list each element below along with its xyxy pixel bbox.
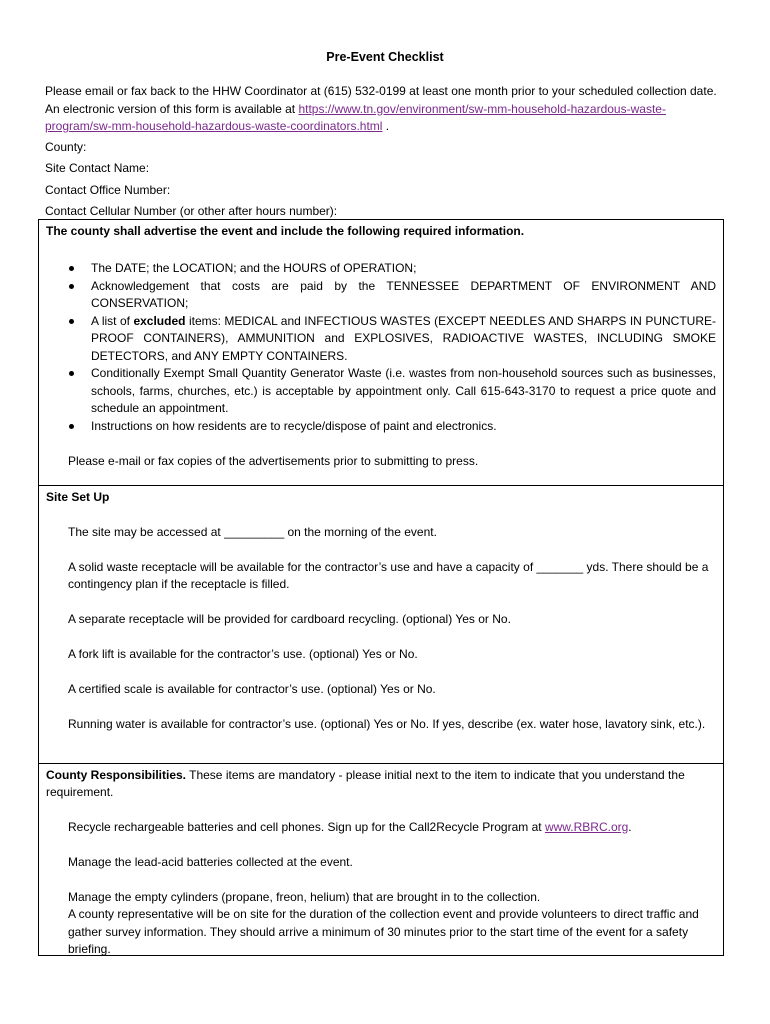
forklift-line[interactable]: A fork lift is available for the contractor’s use. (optional) Yes or No. <box>68 647 418 661</box>
hhw-coordinators-link[interactable]: https://www.tn.gov/environment/sw-mm-household-hazardous-waste-program/sw-mm-household-hazardous-waste-coordinators.html <box>45 101 666 133</box>
cylinders-line: Manage the empty cylinders (propane, freon, helium) that are brought in to the collection. <box>68 889 541 904</box>
bullet-icon <box>69 266 74 271</box>
bullet-item <box>91 365 716 418</box>
site-access-line[interactable]: The site may be accessed at _________ on the morning of the event. <box>68 524 437 539</box>
intro-text: Please email or fax back to the HHW Coordinator at (615) 532-0199 at least one month prior to your scheduled collection date. An electronic version of this form is available at <box>45 84 717 116</box>
water-line[interactable]: Running water is available for contractor’s use. (optional) Yes or No. If yes, describe (ex. water hose, lavatory sink, etc.). <box>68 717 706 731</box>
bullet-text: Conditionally Exempt Small Quantity Generator Waste (i.e. wastes from non-household sources such as businesses, schools, farms, churches, etc.) is acceptable by appointment only. Call 615-643-3170 to request a price quote and schedule an appointment. <box>91 366 716 415</box>
county-resp-heading-line <box>46 767 716 801</box>
cardboard-line[interactable]: A separate receptacle will be provided for cardboard recycling. (optional) Yes or No. <box>68 612 511 626</box>
bullet-text: The DATE; the LOCATION; and the HOURS of OPERATION; <box>91 261 417 275</box>
batteries-line <box>68 819 716 837</box>
contact-fields <box>45 139 720 224</box>
advertise-section <box>38 219 724 486</box>
county-resp-heading: County Responsibilities. <box>46 768 187 782</box>
office-number-field[interactable]: Contact Office Number: <box>45 182 171 197</box>
site-setup-section <box>38 485 724 764</box>
page-title: Pre-Event Checklist <box>326 50 444 64</box>
bullet-item <box>91 418 716 436</box>
site-setup-heading: Site Set Up <box>46 490 110 504</box>
bullet-icon <box>69 424 74 429</box>
cellular-number-field[interactable]: Contact Cellular Number (or other after hours number): <box>45 203 338 218</box>
lead-acid-line: Manage the lead-acid batteries collected at the event. <box>68 854 353 869</box>
bullet-text: A list of <box>91 313 134 328</box>
representative-line: A county representative will be on site for the duration of the collection event and provide volunteers to direct traffic and gather survey information. They should arrive a minimum of 30 minutes prior to the start time of the event for a safety briefing. <box>68 907 699 956</box>
intro-paragraph <box>45 83 720 136</box>
county-responsibilities-section <box>38 763 724 956</box>
bullet-item <box>91 260 716 278</box>
bullet-icon <box>69 371 74 376</box>
site-contact-field[interactable]: Site Contact Name: <box>45 161 150 176</box>
batteries-text: Recycle rechargeable batteries and cell phones. Sign up for the Call2Recycle Program at <box>68 819 545 834</box>
batteries-text-end: . <box>628 819 632 834</box>
scale-line[interactable]: A certified scale is available for contractor’s use. (optional) Yes or No. <box>68 682 436 696</box>
bullet-item <box>91 313 716 366</box>
receptacle-line[interactable]: A solid waste receptacle will be available for the contractor’s use and have a capacity of _______ yds. There should be a contingency plan if the receptacle is filled. <box>68 559 709 591</box>
intro-text-end: . <box>382 119 390 133</box>
bullet-bold-text: excluded <box>133 313 186 328</box>
rbrc-link[interactable]: www.RBRC.org <box>544 819 629 834</box>
bullet-icon <box>69 319 74 324</box>
advertise-note: Please e-mail or fax copies of the advertisements prior to submitting to press. <box>68 453 479 468</box>
advertise-heading: The county shall advertise the event and include the following required information. <box>46 224 525 238</box>
bullet-text: Instructions on how residents are to recycle/dispose of paint and electronics. <box>91 418 497 433</box>
bullet-text: items: MEDICAL and INFECTIOUS WASTES (EXCEPT NEEDLES AND SHARPS IN PUNCTURE-PROOF CONTAINERS), AMMUNITION and EXPLOSIVES, RADIOACTIVE WASTES, INCLUDING SMOKE DETECTORS, and ANY EMPTY CONTAINERS. <box>91 313 716 363</box>
county-field[interactable]: County: <box>45 140 87 154</box>
bullet-text: Acknowledgement that costs are paid by the TENNESSEE DEPARTMENT OF ENVIRONMENT AND CONSERVATION; <box>91 278 716 310</box>
advertise-bullet-list <box>46 260 716 435</box>
county-resp-heading-text: These items are mandatory - please initial next to the item to indicate that you understand the requirement. <box>46 768 685 799</box>
bullet-item <box>91 278 716 313</box>
bullet-icon <box>69 284 74 289</box>
